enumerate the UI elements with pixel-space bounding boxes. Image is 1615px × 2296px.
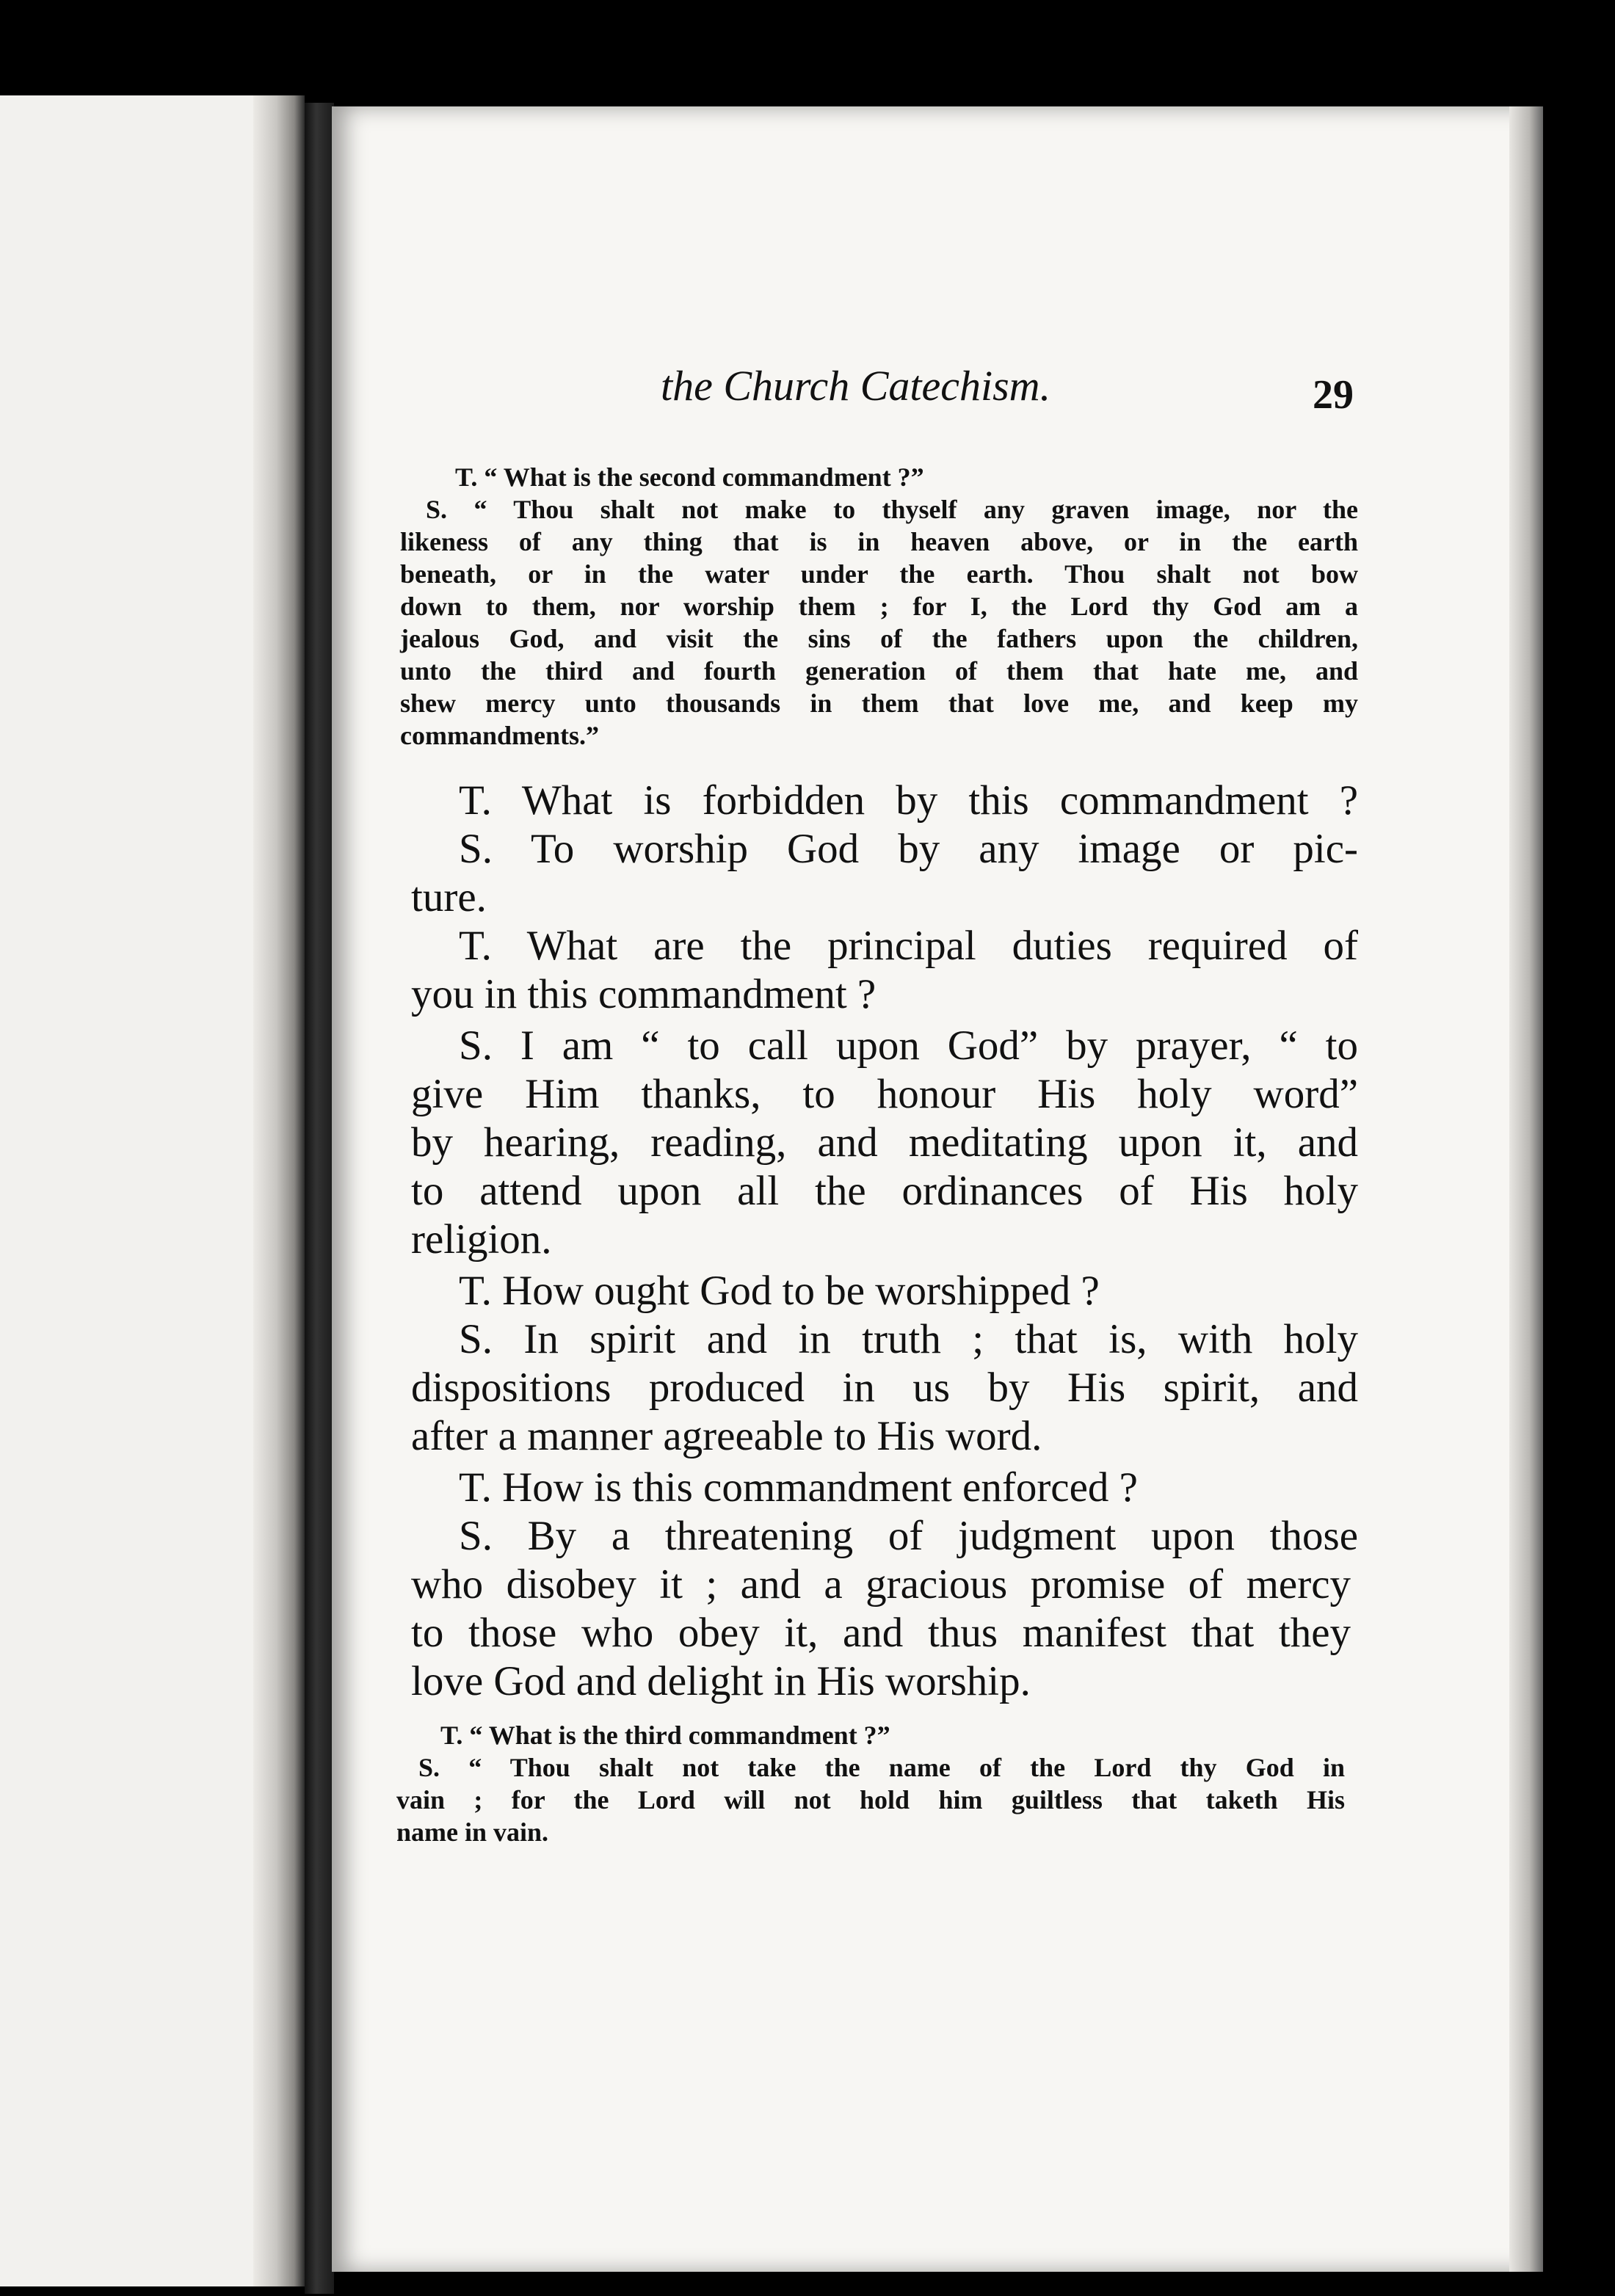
body-line: religion.: [411, 1216, 552, 1263]
body-line: dispositions produced in us by His spirit, and: [411, 1365, 1358, 1411]
body-line: after a manner agreeable to His word.: [411, 1413, 1042, 1459]
left-page-gutter: [253, 95, 305, 2286]
small-line: T. “ What is the second commandment ?”: [455, 462, 924, 492]
body-line: to attend upon all the ordinances of His holy: [411, 1168, 1358, 1214]
body-line: T. What are the principal duties required of: [459, 923, 1358, 969]
body-line: to those who obey it, and thus manifest that they: [411, 1610, 1351, 1656]
book-spine: [305, 103, 334, 2294]
body-line: S. I am “ to call upon God” by prayer, “ to: [459, 1022, 1358, 1069]
body-line: S. In spirit and in truth ; that is, with holy: [459, 1316, 1358, 1362]
small-line: unto the third and fourth generation of them that hate me, and: [400, 656, 1358, 686]
small-line: name in vain.: [396, 1817, 549, 1847]
small-line: S. “ Thou shalt not take the name of the Lord thy God in: [418, 1753, 1345, 1782]
small-line: shew mercy unto thousands in them that love me, and keep my: [400, 689, 1358, 718]
body-line: S. By a threatening of judgment upon those: [459, 1513, 1358, 1559]
body-line: love God and delight in His worship.: [411, 1658, 1031, 1704]
small-line: commandments.”: [400, 721, 599, 750]
small-line: jealous God, and visit the sins of the fathers upon the children,: [400, 624, 1358, 653]
body-line: give Him thanks, to honour His holy word”: [411, 1071, 1358, 1117]
small-line: vain ; for the Lord will not hold him guiltless that taketh His: [396, 1785, 1345, 1814]
page-number: 29: [1313, 372, 1354, 418]
small-line: S. “ Thou shalt not make to thyself any graven image, nor the: [426, 495, 1358, 524]
body-line: T. How is this commandment enforced ?: [459, 1464, 1138, 1511]
running-head: the Church Catechism.: [661, 362, 1051, 410]
small-line: T. “ What is the third commandment ?”: [440, 1721, 890, 1750]
body-line: ture.: [411, 874, 487, 920]
body-line: T. How ought God to be worshipped ?: [459, 1268, 1100, 1314]
body-line: S. To worship God by any image or pic-: [459, 826, 1358, 872]
body-line: by hearing, reading, and meditating upon it, and: [411, 1119, 1358, 1166]
small-line: likeness of any thing that is in heaven above, or in the earth: [400, 527, 1358, 556]
small-line: down to them, nor worship them ; for I, the Lord thy God am a: [400, 592, 1358, 621]
small-line: beneath, or in the water under the earth. Thou shalt not bow: [400, 559, 1358, 589]
body-line: you in this commandment ?: [411, 971, 877, 1017]
body-line: who disobey it ; and a gracious promise of mercy: [411, 1561, 1351, 1607]
body-line: T. What is forbidden by this commandment ?: [459, 777, 1358, 824]
